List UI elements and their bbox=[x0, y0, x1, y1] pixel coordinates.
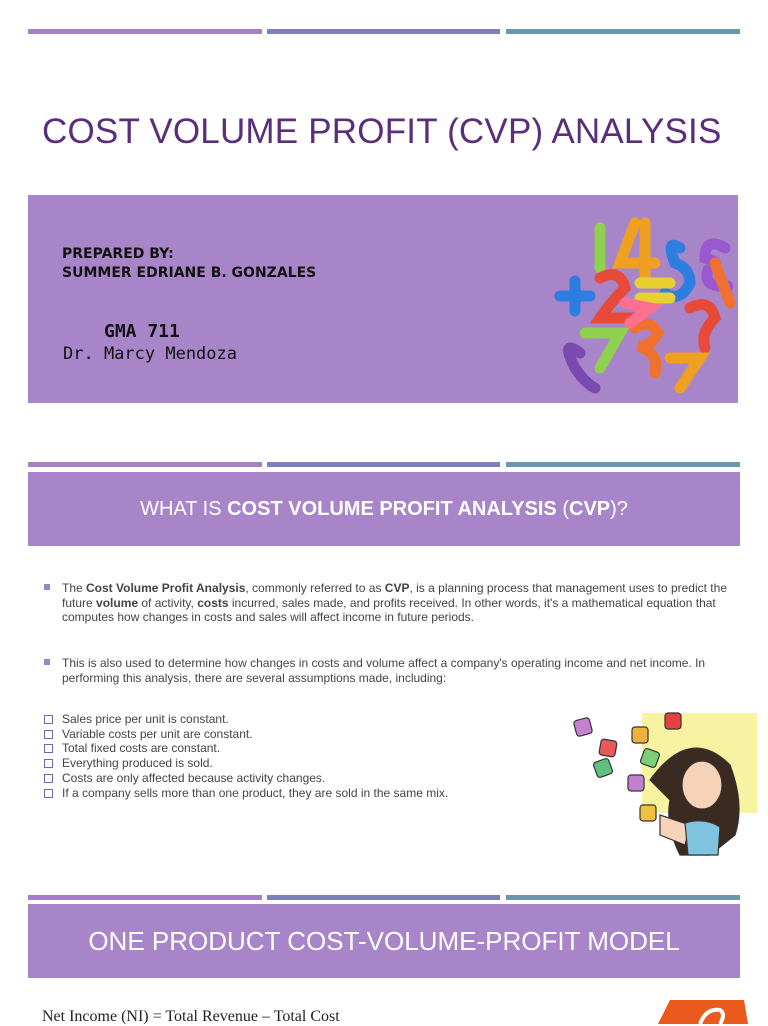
section-title: ONE PRODUCT COST-VOLUME-PROFIT MODEL bbox=[88, 925, 680, 956]
list-item bbox=[44, 756, 448, 771]
text-run: , is a planning process that management uses to predict the future bbox=[62, 581, 727, 610]
net-income-formula: Net Income (NI) = Total Revenue – Total Cost bbox=[42, 1008, 340, 1025]
title-bold-text: CVP bbox=[569, 497, 611, 520]
title-text: WHAT IS bbox=[140, 497, 222, 520]
section-stripe-bar bbox=[28, 895, 740, 900]
stripe-segment bbox=[28, 895, 262, 900]
list-item-text: Sales price per unit is constant. bbox=[62, 712, 229, 726]
colorful-numbers-icon bbox=[540, 208, 740, 400]
list-item bbox=[44, 712, 448, 727]
stripe-segment bbox=[506, 29, 740, 34]
author-name: SUMMER EDRIANE B. GONZALES bbox=[62, 265, 317, 281]
slide-title: COST VOLUME PROFIT (CVP) ANALYSIS bbox=[42, 112, 722, 151]
stripe-segment bbox=[267, 462, 500, 467]
prepared-by-block bbox=[62, 245, 316, 283]
title-text: )? bbox=[610, 497, 628, 520]
list-item-text: Everything produced is sold. bbox=[62, 756, 213, 771]
list-item-text: If a company sells more than one product, they are sold in the same mix. bbox=[62, 785, 449, 800]
stripe-segment bbox=[28, 29, 262, 34]
prepared-label: PREPARED BY: bbox=[62, 246, 174, 262]
text-run: of activity, bbox=[138, 595, 198, 610]
orange-logo-icon bbox=[648, 996, 748, 1024]
list-item-text: Variable costs per unit are constant. bbox=[62, 726, 253, 741]
checkbox-square-icon bbox=[44, 759, 53, 768]
bold-run: Cost Volume Profit Analysis bbox=[86, 581, 246, 595]
list-item bbox=[44, 786, 448, 801]
checkbox-square-icon bbox=[44, 744, 53, 753]
title-text: ( bbox=[562, 497, 570, 520]
bullet-marker bbox=[44, 584, 50, 590]
instructor-name: Dr. Marcy Mendoza bbox=[63, 344, 237, 364]
assumptions-list bbox=[44, 712, 448, 800]
stripe-segment bbox=[267, 895, 500, 900]
cvp-definition-paragraph bbox=[62, 581, 742, 625]
text-run: The bbox=[62, 581, 87, 595]
bold-run: CVP bbox=[384, 581, 410, 595]
bold-run: volume bbox=[96, 595, 139, 610]
top-stripe-bar bbox=[28, 29, 740, 34]
checkbox-square-icon bbox=[44, 774, 53, 783]
list-item-text: Costs are only affected because activity changes. bbox=[62, 770, 326, 785]
text-run: incurred, sales made, and profits received. In other words, it's a mathematical equation that computes how changes in costs and sales will affect income in future periods. bbox=[62, 595, 716, 624]
bold-run: costs bbox=[197, 595, 229, 610]
section-title bbox=[28, 472, 740, 546]
list-item bbox=[44, 771, 448, 786]
cvp-usage-paragraph: This is also used to determine how changes in costs and volume affect a company's operating income and net income. In performing this analysis, there are several assumptions made, including: bbox=[62, 656, 706, 685]
stripe-segment bbox=[506, 462, 740, 467]
stripe-segment bbox=[267, 29, 500, 34]
course-code: GMA 711 bbox=[104, 321, 180, 342]
girl-juggling-letters-icon bbox=[570, 705, 760, 865]
stripe-segment bbox=[506, 895, 740, 900]
checkbox-square-icon bbox=[44, 730, 53, 739]
list-item bbox=[44, 727, 448, 742]
checkbox-square-icon bbox=[44, 715, 53, 724]
title-bold-text: COST VOLUME PROFIT ANALYSIS bbox=[227, 497, 557, 520]
text-run: , commonly referred to as bbox=[245, 581, 385, 595]
list-item bbox=[44, 741, 448, 756]
section-stripe-bar bbox=[28, 462, 740, 467]
checkbox-square-icon bbox=[44, 789, 53, 798]
stripe-segment bbox=[28, 462, 262, 467]
list-item-text: Total fixed costs are constant. bbox=[62, 741, 221, 756]
bullet-marker bbox=[44, 659, 50, 665]
